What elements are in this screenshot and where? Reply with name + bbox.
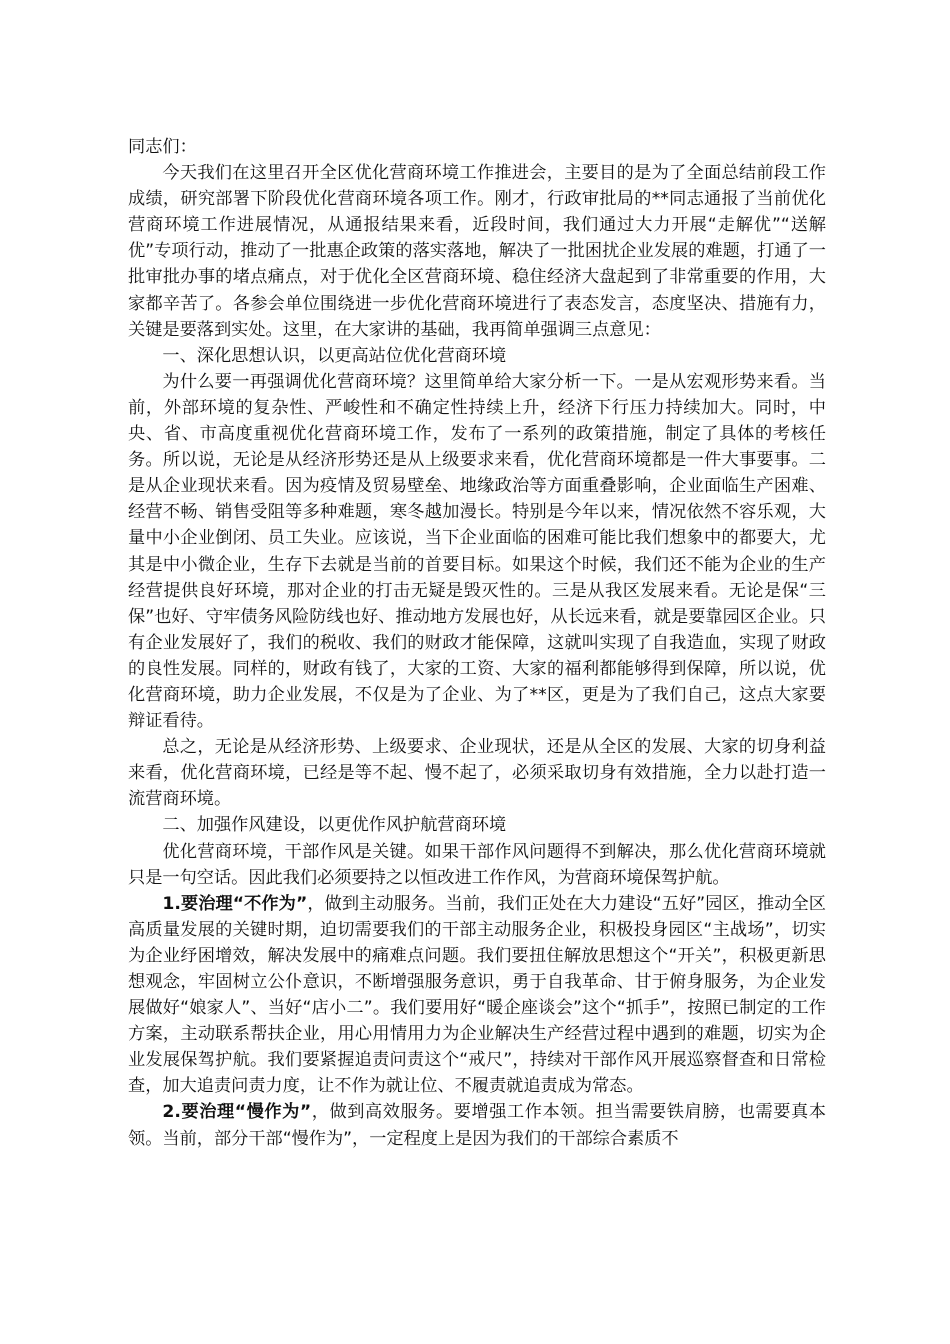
item-2-text: ，做到高效服务。要增强工作本领。担当需要铁肩膀，也需要真本领。当前，部分干部“慢作为”，一定程度上是因为我们的干部综合素质不: [128, 1102, 826, 1149]
section-1-paragraph: 为什么要一再强调优化营商环境？这里简单给大家分析一下。一是从宏观形势来看。当前，外部环境的复杂性、严峻性和不确定性持续上升，经济下行压力持续加大。同时，中央、省、市高度重视优化营商环境工作，发布了一系列的政策措施，制定了具体的考核任务。所以说，无论是从经济形势还是从上级要求来看，优化营商环境都是一件大事要事。二是从企业现状来看。因为疫情及贸易壁垒、地缘政治等方面重叠影响，企业面临生产困难、经营不畅、销售受阻等多种难题，寒冬越加漫长。特别是今年以来，情况依然不容乐观，大量中小企业倒闭、员工失业。应该说，当下企业面临的困难可能比我们想象中的都要大，尤其是中小微企业，生存下去就是当前的首要目标。如果这个时候，我们还不能为企业的生产经营提供良好环境，那对企业的打击无疑是毁灭性的。三是从我区发展来看。无论是保“三保”也好、守牢债务风险防线也好、推动地方发展也好，从长远来看，就是要靠园区企业。只有企业发展好了，我们的税收、我们的财政才能保障，这就叫实现了自我造血，实现了财政的良性发展。同样的，财政有钱了，大家的工资、大家的福利都能够得到保障，所以说，优化营商环境，助力企业发展，不仅是为了企业、为了**区，更是为了我们自己，这点大家要辩证看待。: [128, 371, 826, 732]
summary-paragraph: 总之，无论是从经济形势、上级要求、企业现状，还是从全区的发展、大家的切身利益来看，优化营商环境，已经是等不起、慢不起了，必须采取切身有效措施，全力以赴打造一流营商环境。: [128, 737, 826, 810]
item-2-paragraph: [128, 1099, 826, 1151]
item-1-text: ，做到主动服务。当前，我们正处在大力建设“五好”园区，推动全区高质量发展的关键时期，迫切需要我们的干部主动服务企业，积极投身园区“主战场”，切实为企业纾困增效，解决发展中的痛难点问题。我们要扭住解放思想这个“开关”，积极更新思想观念，牢固树立公仆意识，不断增强服务意识，勇于自我革命、甘于俯身服务，为企业发展做好“娘家人”、当好“店小二”。我们要用好“暖企座谈会”这个“抓手”，按照已制定的工作方案，主动联系帮扶企业，用心用情用力为企业解决生产经营过程中遇到的难题，切实为企业发展保驾护航。我们要紧握追责问责这个“戒尺”，持续对干部作风开展巡察督查和日常检查，加大追责问责力度，让不作为就让位、不履责就追责成为常态。: [128, 893, 826, 1097]
item-2-lead: 2.要治理“慢作为”: [162, 1102, 312, 1123]
document-body: [128, 134, 826, 1152]
intro-paragraph: 今天我们在这里召开全区优化营商环境工作推进会，主要目的是为了全面总结前段工作成绩，研究部署下阶段优化营商环境各项工作。刚才，行政审批局的**同志通报了当前优化营商环境工作进展情况，从通报结果来看，近段时间，我们通过大力开展“走解优”“送解优”专项行动，推动了一批惠企政策的落实落地，解决了一批困扰企业发展的难题，打通了一批审批办事的堵点痛点，对于优化全区营商环境、稳住经济大盘起到了非常重要的作用，大家都辛苦了。各参会单位围绕进一步优化营商环境进行了表态发言，态度坚决、措施有力，关键是要落到实处。这里，在大家讲的基础，我再简单强调三点意见：: [128, 163, 826, 340]
section-heading-2: 二、加强作风建设，以更优作风护航营商环境: [162, 815, 507, 836]
section-heading-1: 一、深化思想认识，以更高站位优化营商环境: [162, 345, 507, 366]
item-1-lead: 1.要治理“不作为”: [162, 893, 308, 914]
section-2-paragraph: 优化营商环境，干部作风是关键。如果干部作风问题得不到解决，那么优化营商环境就只是一句空话。因此我们必须要持之以恒改进工作作风，为营商环境保驾护航。: [128, 841, 826, 888]
item-1-paragraph: [128, 891, 826, 1100]
salutation: 同志们：: [128, 137, 197, 157]
